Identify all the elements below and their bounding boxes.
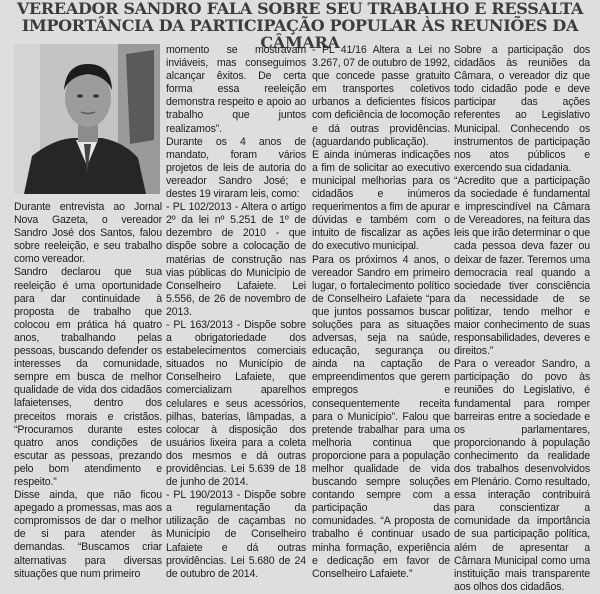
paragraph: Durante entrevista ao Jornal Nova Gazeta, o vereador Sandro José dos Santos, falou sobre reeleição, e seu trabalho como vereador.	[14, 201, 162, 266]
paragraph: Para os próximos 4 anos, o vereador Sandro em primeiro lugar, o fortalecimento político de Conselheiro Lafaiete “para que juntos possamos buscar soluções para as situações adversas, seja na saúde, educação, segurança ou ainda na captação de empreendimentos que gerem empregos e consequentemente receita para o Município”. Falou que pretende trabalhar para uma melhoria continua que proporcione para a população melhor qualidade de vida buscando sempre soluções contando sempre com a participação das comunidades. “A proposta de trabalho é continuar usado minha formação, experiência e dedicação em favor de Conselheiro Lafaiete.”	[312, 253, 450, 580]
paragraph: E ainda inúmeras indicações a fim de solicitar ao executivo municipal melhorias para os cidadãos e inúmeros requerimentos a fim de apurar dúvidas e também com o intuito de fiscalizar as ações do executivo municipal.	[312, 148, 450, 253]
paragraph: Sobre a participação dos cidadãos às reuniões da Câmara, o vereador diz que todo cidadão pode e deve participar das ações referentes ao Legislativo Municipal. Conhecendo os instrumentos de participação nos atos públicos e exercendo sua cidadania.	[454, 44, 590, 174]
headline-line-1: VEREADOR SANDRO FALA SOBRE SEU TRABALHO E RESSALTA	[16, 0, 584, 18]
law-item: - PL 190/2013 - Dispõe sobre a regulamentação da utilização de caçambas no Município de Conselheiro Lafaiete e dá outras providências. Lei 5.680 de 24 de outubro de 2014.	[166, 489, 306, 580]
headline-line-2: IMPORTÂNCIA DA PARTICIPAÇÃO POPULAR ÀS REUNIÕES DA CÂMARA	[21, 16, 579, 52]
paragraph: Durante os 4 anos de mandato, foram vários projetos de leis de autoria do vereador Sandro José; e destes 19 viraram leis, como:	[166, 135, 306, 201]
law-item: - PL 163/2013 - Dispõe sobre a obrigatoriedade dos estabelecimentos comerciais situados no Município de Conselheiro Lafaiete, que comercializam aparelhos celulares e seus acessórios, pilhas, baterias, lâmpadas, a colocar à disposição dos usuários lixeira para a coleta dos mesmos e dá outras providências. Lei 5.639 de 18 de junho de 2014.	[166, 318, 306, 489]
portrait-photo	[14, 44, 160, 194]
law-item: - PL 41/16 Altera a Lei no 3.267, 07 de outubro de 1992, que concede passe gratuito em transportes coletivos urbanos a deficientes físicos com deficiência de locomoção e dá outras providências. (aguardando publicação).	[312, 44, 450, 148]
law-item: - PL 102/2013 - Altera o artigo 2º da lei nº 5.251 de 1º de dezembro de 2010 - que dispõe sobre a colocação de matérias de construção nas vias públicas do Município de Conselheiro Lafaiete. Lei 5.556, de 26 de novembro de 2013.	[166, 201, 306, 318]
article-column-4	[454, 44, 590, 594]
paragraph: Sandro declarou que sua reeleição é uma oportunidade para dar continuidade à proposta de trabalho que colocou em prática há quatro anos, trabalhando pelas pessoas, buscando defender os interesses da comunidade, sempre em busca de melhor qualidade de vida dos cidadãos lafaietenses, dentro dos preceitos morais e cristãos. “Procuramos durante estes quatro anos condições de escutar as pessoas, prezando pelo bom atendimento e respeito.”	[14, 266, 162, 488]
article-column-1	[14, 201, 162, 581]
portrait-photo-graphic	[14, 44, 160, 194]
paragraph: momento se mostravam inviáveis, mas conseguimos alcançar êxitos. De certa forma essa reeleição demonstra respeito e apoio ao trabalho que juntos realizamos”.	[166, 44, 306, 135]
paragraph: Para o vereador Sandro, a participação do povo às reuniões do Legislativo, é fundamental para romper barreiras entre a sociedade e os parlamentares, proporcionando à população conhecimento da realidade dos trabalhos desenvolvidos em Plenário. Como resultado, essa interação contribuirá para conscientizar a comunidade da importância de sua participação política, além de apresentar a Câmara Municipal como uma instituição mais transparente aos olhos dos cidadãos.	[454, 358, 590, 593]
article-column-2	[166, 44, 306, 581]
paragraph: Disse ainda, que não ficou apegado a promessas, mas aos compromissos de dar o melhor de si para atender às demandas. “Buscamos criar alternativas para diversas situações que num primeiro	[14, 489, 162, 580]
article-column-3	[312, 44, 450, 581]
headline	[0, 0, 600, 52]
quote-paragraph: “Acredito que a participação da sociedade é fundamental e imprescindível na Câmara de Vereadores, na feitura das leis que irão determinar o que cada pessoa deva fazer ou deixar de fazer. Teremos uma democracia real quando a sociedade tiver consciência da necessidade de se politizar, tendo melhor e maior conhecimento de suas responsabilidades, deveres e direitos.”	[454, 174, 590, 358]
